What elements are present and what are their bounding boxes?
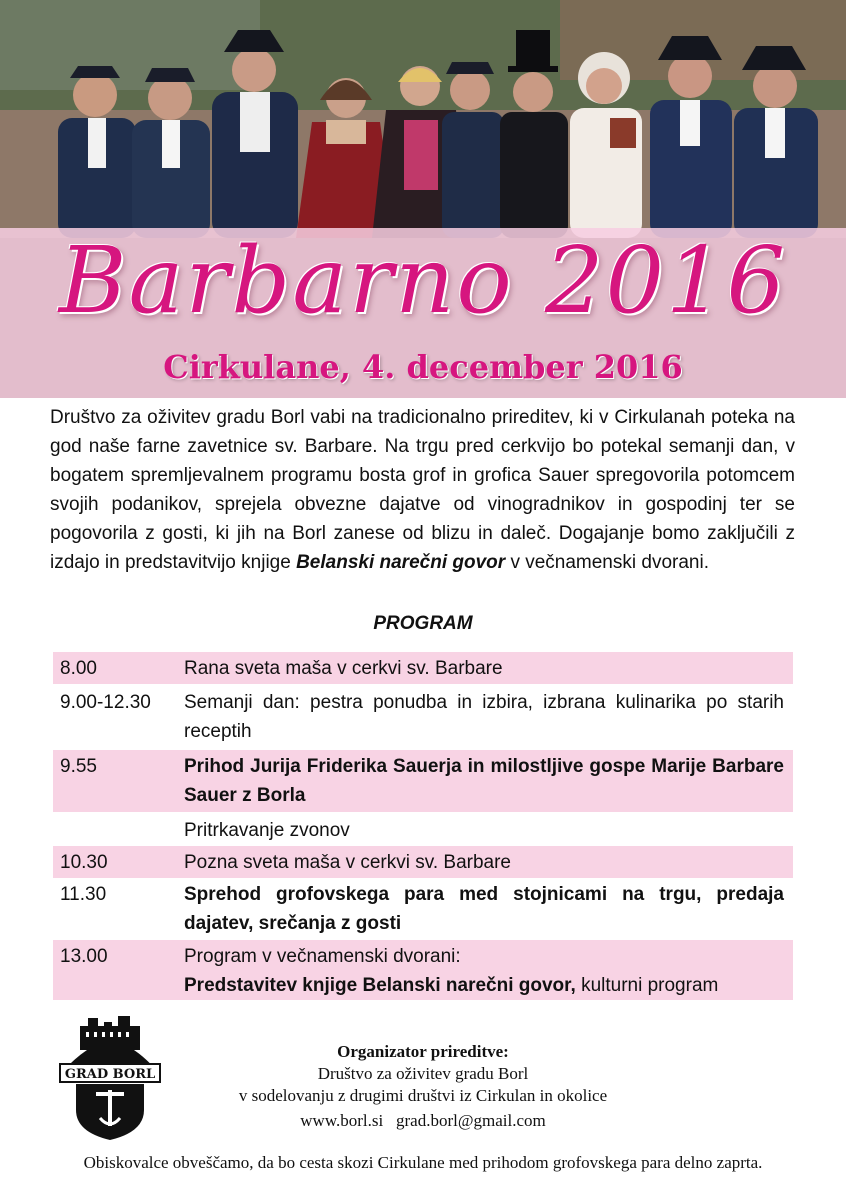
program-time: 11.30	[60, 884, 107, 905]
castle-crest-icon	[58, 1014, 162, 1142]
intro-text: Društvo za oživitev gradu Borl vabi na tradicionalno prireditev, ki v Cirkulanah poteka na god naše farne zavetnice sv. Barbare. Na trgu pred cerkvijo bo potekal semanji dan, v bogatem spremljevalnem programu bosta grof in grofica Sauer spregovorila potomcem svojih podanikov, sprejela obvezne dajatve od vinogradnikov in gospodinj ter se pogovorila z gosti, ki jih na Borl zanese od blizu in daleč. Dogajanje bomo zaključili z izdajo in predstavitvijo knjige	[50, 407, 795, 573]
contact-line	[200, 1110, 646, 1132]
program-desc-line1: Program v večnamenski dvorani:	[184, 946, 461, 967]
intro-text-end: v večnamenski dvorani.	[510, 552, 709, 573]
organizer-line1: Društvo za oživitev gradu Borl	[317, 1064, 529, 1083]
program-row	[53, 878, 793, 940]
logo-label: GRAD BORL	[64, 1067, 156, 1082]
program-desc: Semanji dan: pestra ponudba in izbira, izbrana kulinarika po starih receptih	[184, 692, 784, 742]
organizer-heading: Organizator prireditve:	[337, 1042, 509, 1061]
event-date-location: Cirkulane, 4. december 2016	[163, 348, 683, 386]
program-time: 9.55	[60, 756, 97, 777]
program-desc: Pozna sveta maša v cerkvi sv. Barbare	[184, 852, 511, 873]
program-row	[53, 652, 793, 684]
intro-paragraph	[50, 403, 795, 577]
program-desc: Prihod Jurija Friderika Sauerja in milostljive gospe Marije Barbare Sauer z Borla	[184, 756, 784, 806]
program-desc	[184, 942, 784, 1000]
program-row	[53, 940, 793, 1000]
program-desc-bold: Predstavitev knjige Belanski narečni govor,	[184, 975, 576, 996]
grad-borl-logo	[58, 1014, 162, 1142]
program-heading: PROGRAM	[373, 613, 473, 634]
book-title: Belanski narečni govor	[296, 552, 506, 573]
program-row	[53, 814, 793, 846]
program-row	[53, 750, 793, 812]
program-time: 10.30	[60, 852, 108, 873]
email-link[interactable]: grad.borl@gmail.com	[395, 1111, 546, 1130]
program-row	[53, 686, 793, 748]
organizer-line2: v sodelovanju z drugimi društvi iz Cirkulan in okolice	[238, 1086, 608, 1105]
program-time: 8.00	[60, 658, 97, 679]
program-time: 9.00-12.30	[60, 692, 151, 713]
organizer-block	[200, 1041, 646, 1107]
program-desc: Rana sveta maša v cerkvi sv. Barbare	[184, 658, 503, 679]
program-desc: Pritrkavanje zvonov	[184, 820, 350, 841]
program-time: 13.00	[60, 946, 108, 967]
page-title: Barbarno 2016	[58, 227, 788, 334]
program-desc-tail: kulturni program	[581, 975, 719, 996]
program-row	[53, 846, 793, 878]
road-closure-notice: Obiskovalce obveščamo, da bo cesta skozi Cirkulane med prihodom grofovskega para delno zaprta.	[83, 1153, 763, 1172]
website-link[interactable]: www.borl.si	[300, 1111, 384, 1130]
hero-photo	[0, 0, 846, 398]
program-desc: Sprehod grofovskega para med stojnicami na trgu, predaja dajatev, srečanja z gosti	[184, 884, 784, 934]
